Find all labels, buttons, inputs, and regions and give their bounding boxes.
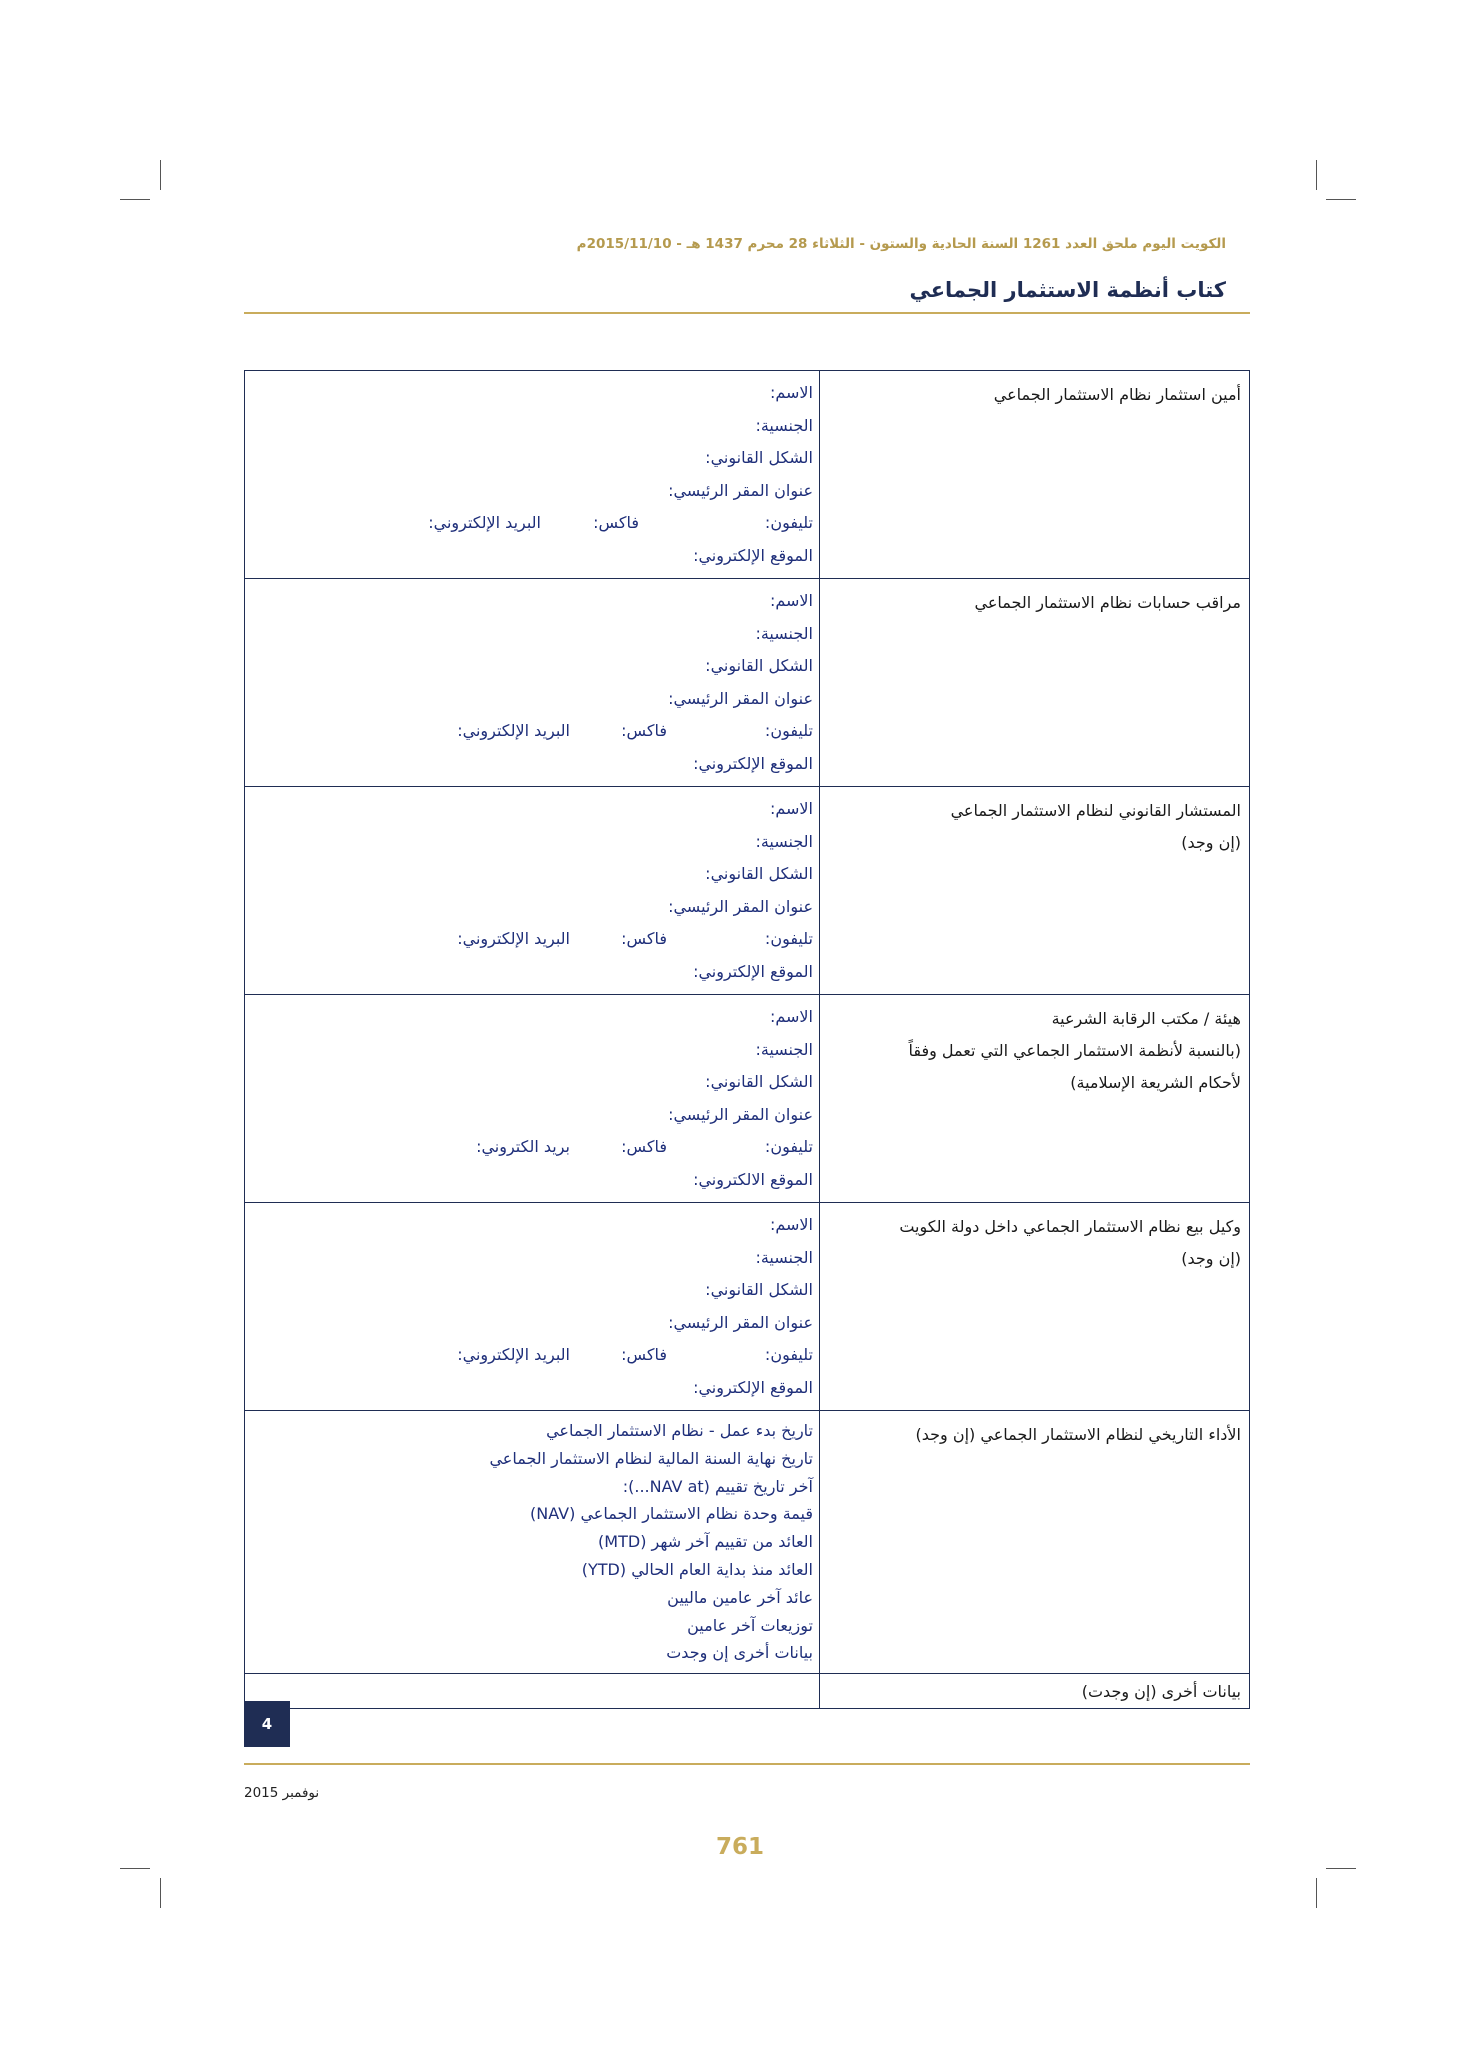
field-legal-form: الشكل القانوني: xyxy=(705,1280,813,1299)
row-label-cell xyxy=(820,371,1250,579)
perf-item: تاريخ بدء عمل - نظام الاستثمار الجماعي xyxy=(546,1421,813,1440)
field-nationality: الجنسية: xyxy=(755,831,813,851)
row-label: هيئة / مكتب الرقابة الشرعية xyxy=(1051,1009,1241,1028)
perf-item: عائد آخر عامين ماليين xyxy=(667,1587,813,1607)
field-nationality: الجنسية: xyxy=(755,415,813,435)
field-email: بريد الكتروني: xyxy=(476,1137,570,1156)
row-label-cell xyxy=(820,579,1250,787)
field-fax: فاكس: xyxy=(621,929,667,948)
field-nationality: الجنسية: xyxy=(755,623,813,643)
field-legal-form: الشكل القانوني: xyxy=(705,1072,813,1091)
row-fields-cell xyxy=(245,1674,820,1709)
table-row xyxy=(245,371,1250,579)
field-website: الموقع الإلكتروني: xyxy=(693,961,813,981)
row-label-note: (بالنسبة لأنظمة الاستثمار الجماعي التي تعمل وفقاً xyxy=(908,1041,1241,1060)
row-label: وكيل بيع نظام الاستثمار الجماعي داخل دولة الكويت xyxy=(899,1217,1241,1236)
row-label-cell xyxy=(820,995,1250,1203)
crop-mark xyxy=(1316,160,1317,190)
field-hq-address: عنوان المقر الرئيسي: xyxy=(668,688,813,708)
other-data-label: بيانات أخرى (إن وجدت) xyxy=(1081,1682,1241,1702)
field-email: البريد الإلكتروني: xyxy=(457,721,570,740)
section-page-badge: 4 xyxy=(244,1701,290,1747)
row-label-note: (إن وجد) xyxy=(1181,833,1241,852)
field-email: البريد الإلكتروني: xyxy=(457,929,570,948)
field-website: الموقع الإلكتروني: xyxy=(693,545,813,565)
table-row xyxy=(245,1674,1250,1709)
field-email: البريد الإلكتروني: xyxy=(457,1345,570,1364)
field-nationality: الجنسية: xyxy=(755,1247,813,1267)
perf-item: بيانات أخرى إن وجدت xyxy=(666,1643,813,1663)
row-label-cell xyxy=(820,1203,1250,1411)
field-name: الاسم: xyxy=(769,591,813,610)
info-table xyxy=(244,370,1250,1709)
field-email: البريد الإلكتروني: xyxy=(428,513,541,532)
field-website: الموقع الالكتروني: xyxy=(693,1169,813,1189)
field-fax: فاكس: xyxy=(621,1345,667,1364)
field-name: الاسم: xyxy=(769,383,813,402)
field-name: الاسم: xyxy=(769,1007,813,1026)
field-hq-address: عنوان المقر الرئيسي: xyxy=(668,896,813,916)
row-fields-cell xyxy=(245,371,820,579)
row-label-cell xyxy=(820,1674,1250,1709)
crop-mark xyxy=(120,1868,150,1869)
row-label: مراقب حسابات نظام الاستثمار الجماعي xyxy=(974,593,1241,612)
crop-mark xyxy=(1326,199,1356,200)
footer-date: نوفمبر 2015 xyxy=(244,1785,320,1801)
crop-mark xyxy=(1316,1878,1317,1908)
crop-mark xyxy=(1326,1868,1356,1869)
table-row xyxy=(245,787,1250,995)
footer-rule xyxy=(244,1763,1250,1765)
field-fax: فاكس: xyxy=(621,1137,667,1156)
row-label-note: لأحكام الشريعة الإسلامية) xyxy=(1070,1073,1241,1092)
row-fields-cell xyxy=(245,995,820,1203)
issue-header: الكويت اليوم ملحق العدد 1261 السنة الحادية والستون - الثلاثاء 28 محرم 1437 هـ - 2015/11/10م xyxy=(576,236,1226,252)
field-hq-address: عنوان المقر الرئيسي: xyxy=(668,1312,813,1332)
row-label-cell xyxy=(820,787,1250,995)
field-phone: تليفون: xyxy=(764,929,813,948)
field-fax: فاكس: xyxy=(621,721,667,740)
perf-item: العائد من تقييم آخر شهر (MTD) xyxy=(598,1532,813,1552)
performance-label: الأداء التاريخي لنظام الاستثمار الجماعي (إن وجد) xyxy=(915,1425,1241,1444)
crop-mark xyxy=(160,1878,161,1908)
row-fields-cell xyxy=(245,1203,820,1411)
header-rule xyxy=(244,312,1250,314)
perf-item: قيمة وحدة نظام الاستثمار الجماعي (NAV) xyxy=(530,1504,813,1524)
row-label: أمين استثمار نظام الاستثمار الجماعي xyxy=(993,385,1241,404)
field-phone: تليفون: xyxy=(764,721,813,740)
table-row xyxy=(245,579,1250,787)
crop-mark xyxy=(120,199,150,200)
field-hq-address: عنوان المقر الرئيسي: xyxy=(668,1104,813,1124)
perf-item: العائد منذ بداية العام الحالي (YTD) xyxy=(581,1559,813,1579)
table-row xyxy=(245,995,1250,1203)
row-label-cell xyxy=(820,1411,1250,1674)
field-legal-form: الشكل القانوني: xyxy=(705,448,813,467)
row-fields-cell xyxy=(245,787,820,995)
field-hq-address: عنوان المقر الرئيسي: xyxy=(668,480,813,500)
field-nationality: الجنسية: xyxy=(755,1039,813,1059)
field-phone: تليفون: xyxy=(764,513,813,532)
field-name: الاسم: xyxy=(769,799,813,818)
field-website: الموقع الإلكتروني: xyxy=(693,1377,813,1397)
performance-items-cell xyxy=(245,1411,820,1674)
perf-item: تاريخ نهاية السنة المالية لنظام الاستثمار الجماعي xyxy=(489,1448,813,1468)
field-website: الموقع الإلكتروني: xyxy=(693,753,813,773)
crop-mark xyxy=(160,160,161,190)
section-title: كتاب أنظمة الاستثمار الجماعي xyxy=(909,278,1226,302)
table-row xyxy=(245,1411,1250,1674)
row-label-note: (إن وجد) xyxy=(1181,1249,1241,1268)
row-label: المستشار القانوني لنظام الاستثمار الجماعي xyxy=(950,801,1241,820)
field-phone: تليفون: xyxy=(764,1345,813,1364)
field-legal-form: الشكل القانوني: xyxy=(705,656,813,675)
table-row xyxy=(245,1203,1250,1411)
page-number: 761 xyxy=(715,1834,764,1860)
perf-item: آخر تاريخ تقييم (NAV at...): xyxy=(622,1476,813,1496)
field-legal-form: الشكل القانوني: xyxy=(705,864,813,883)
perf-item: توزيعات آخر عامين xyxy=(687,1615,813,1635)
field-fax: فاكس: xyxy=(593,513,639,532)
field-phone: تليفون: xyxy=(764,1137,813,1156)
row-fields-cell xyxy=(245,579,820,787)
field-name: الاسم: xyxy=(769,1215,813,1234)
